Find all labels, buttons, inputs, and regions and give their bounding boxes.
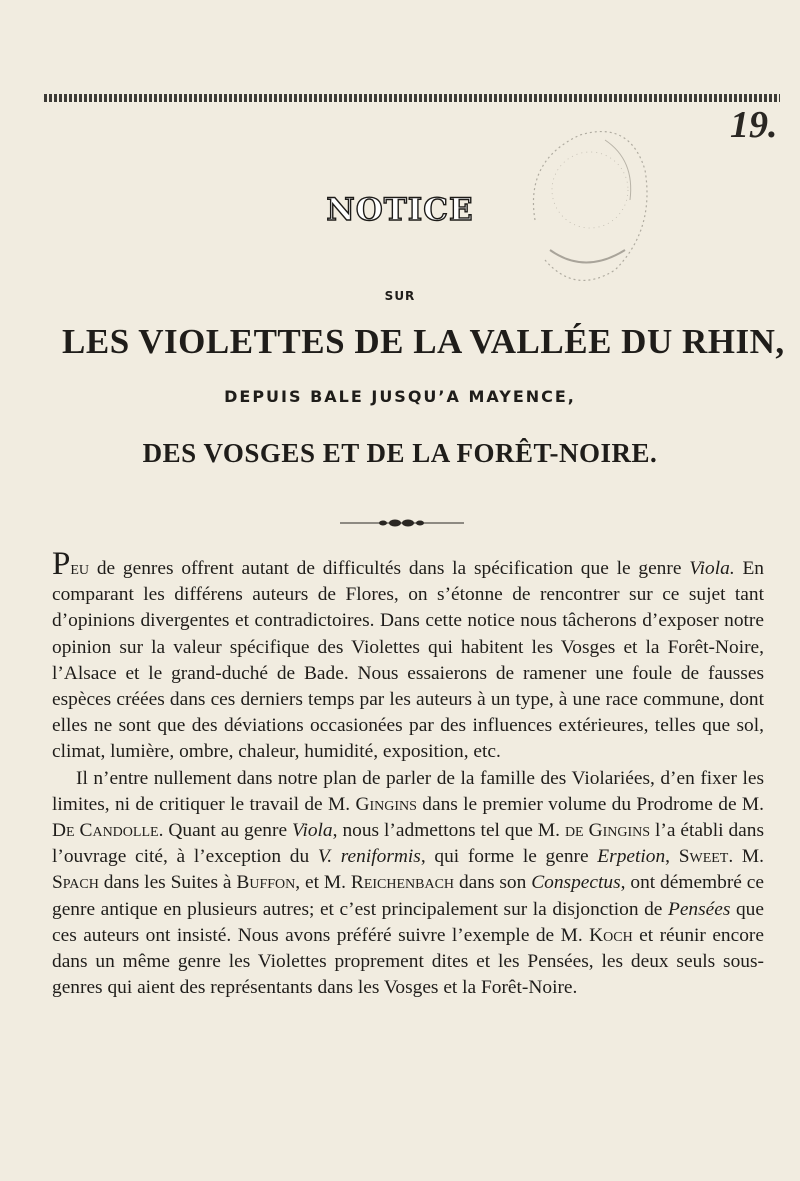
text-run: , nous l’admettons tel que M. bbox=[332, 820, 565, 842]
text-run: eu bbox=[70, 558, 90, 579]
body-text bbox=[52, 548, 764, 1001]
top-decorative-rule bbox=[44, 94, 780, 102]
text-run: De Candolle bbox=[52, 820, 159, 842]
text-run: Koch bbox=[589, 924, 633, 946]
text-run: , ont démembré ce genre antique en plusieurs autres; et c’est principalement sur la disjonction de bbox=[52, 872, 764, 920]
text-run: Gingins bbox=[355, 793, 417, 815]
text-run: V. reniformis bbox=[317, 846, 421, 868]
subtitle-regions: DES VOSGES ET DE LA FORÊT-NOIRE. bbox=[142, 438, 658, 468]
text-run: Erpetion bbox=[597, 846, 666, 868]
text-run: Reichenbach bbox=[350, 872, 455, 894]
drop-capital: P bbox=[52, 546, 71, 582]
text-run: Il n’entre nullement dans notre plan de parler de la famille des Violariées, d’en fixer les limites, ni de critiquer le travail de M. bbox=[52, 767, 764, 815]
title-connector-sur: SUR bbox=[384, 289, 416, 303]
text-run: , et M. bbox=[295, 872, 351, 894]
page-number: 19. bbox=[730, 104, 778, 146]
text-run: , bbox=[665, 846, 679, 868]
text-run: , qui forme le genre bbox=[420, 846, 598, 868]
main-title: LES VIOLETTES DE LA VALLÉE DU RHIN, bbox=[62, 322, 785, 361]
text-run: l’a établi dans l’ouvrage cité, à l’exception du bbox=[52, 820, 764, 868]
text-run: que ces auteurs ont insisté. Nous avons préféré suivre l’exemple de M. bbox=[52, 898, 764, 946]
ornament-divider-icon bbox=[340, 518, 464, 528]
text-run: . Quant au genre bbox=[158, 820, 293, 842]
text-run: Spach bbox=[52, 872, 99, 894]
paragraph-2 bbox=[52, 766, 764, 1002]
text-run: et réunir encore dans un même genre les Violettes proprement dites et les Pensées, les deux seuls sous-genres qui aient des représentants dans les Vosges et la Forêt-Noire. bbox=[52, 924, 764, 999]
text-run: de Gingins bbox=[564, 820, 651, 842]
text-run: de genres offrent autant de difficultés dans la spécification que le genre bbox=[89, 558, 690, 579]
paragraph-1 bbox=[52, 548, 764, 766]
text-run: dans le premier volume du Prodrome de M. bbox=[416, 793, 764, 815]
text-run: dans son bbox=[454, 872, 532, 894]
notice-title: NOTICE bbox=[326, 192, 474, 228]
text-run: . M. bbox=[728, 846, 764, 868]
text-run: Buffon bbox=[236, 872, 296, 894]
text-run: Sweet bbox=[678, 846, 729, 868]
text-run: Viola. bbox=[689, 558, 735, 579]
text-run: En comparant les différens auteurs de Flores, on s’étonne de rencontrer sur ce sujet tant d’opinions divergentes et contradictoires. Dans cette notice nous tâcherons d’exposer notre opinion sur la valeur spécifique des Violettes qui habitent les Vosges et la Forêt-Noire, l’Alsace et le grand-duché de Bade. Nous essaierons de ramener une foule de fausses espèces créées dans ces derniers temps par les auteurs à un type, à une race commune, dont elles ne sont que des déviations occasionées par des influences extérieures, telles que sol, climat, lumière, ombre, chaleur, humidité, exposition, etc. bbox=[52, 558, 765, 763]
text-run: dans les Suites à bbox=[98, 872, 237, 894]
text-run: Conspectus bbox=[531, 872, 621, 894]
subtitle-geography: DEPUIS BALE JUSQU’A MAYENCE, bbox=[224, 387, 576, 406]
text-run: Viola bbox=[292, 820, 333, 842]
text-run: Pensées bbox=[667, 898, 731, 920]
